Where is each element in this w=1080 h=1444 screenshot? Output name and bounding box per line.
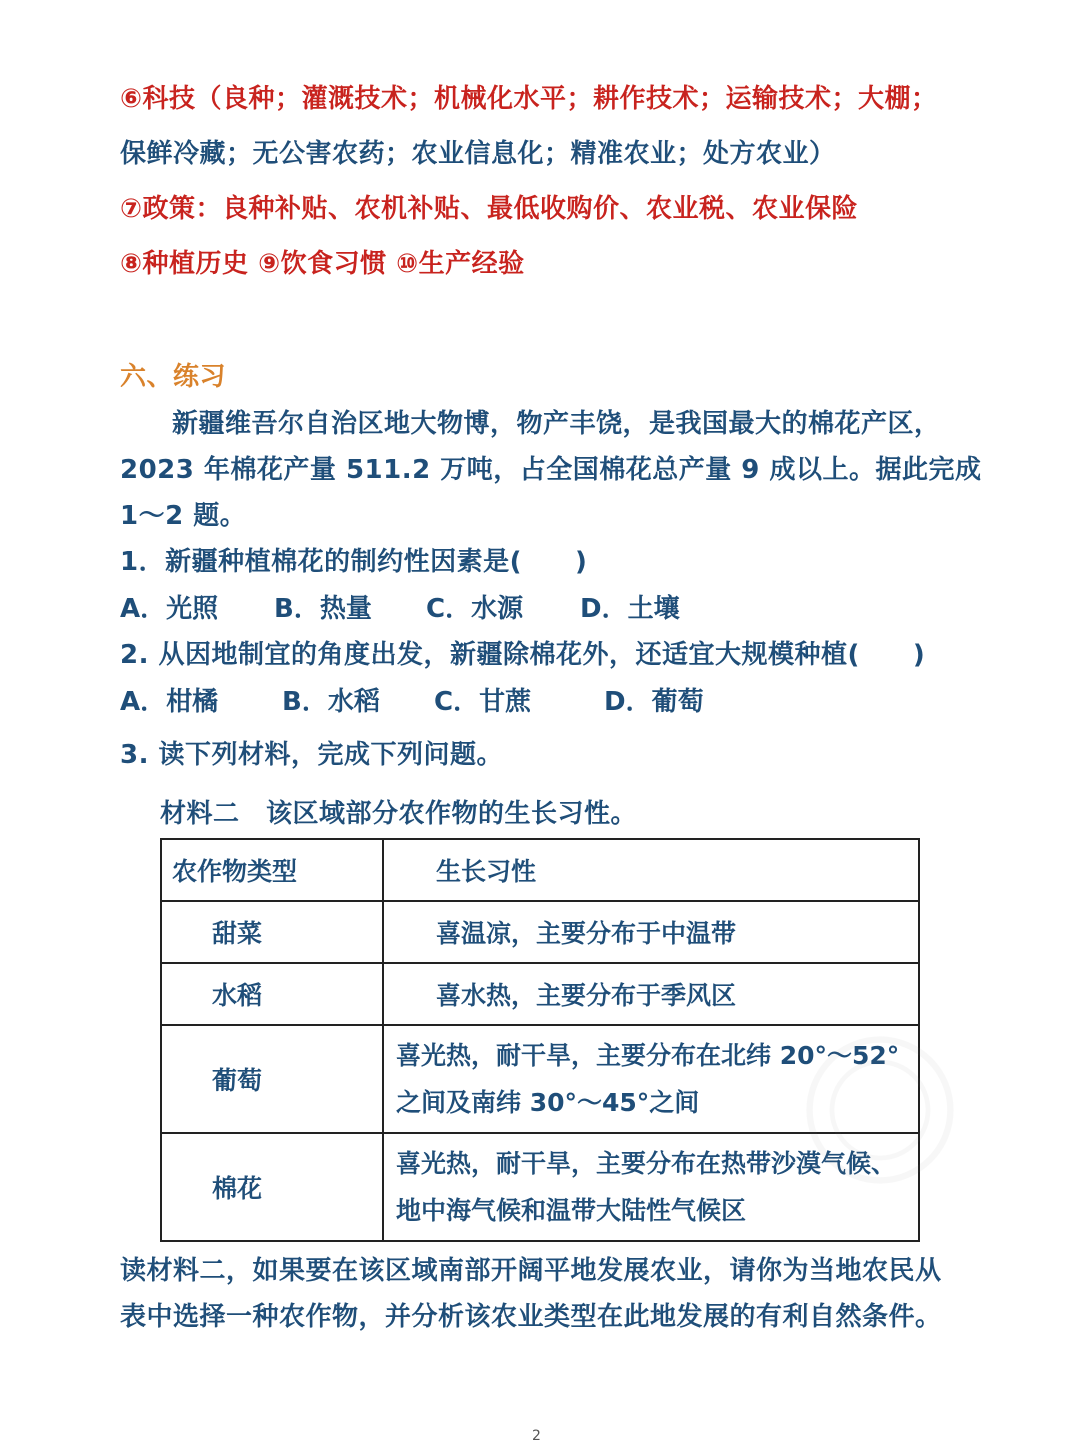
crop-habit: 喜温凉，主要分布于中温带 [436,919,737,948]
crop-name: 葡萄 [212,1066,263,1095]
intro-line3: 1～2 题。 [120,501,247,531]
material-title: 材料二 该区域部分农作物的生长习性。 [160,799,638,829]
factor-tech-line2: 保鲜冷藏；无公害农药；农业信息化；精准农业；处方农业） [120,139,836,169]
crop-name: 水稻 [212,981,263,1010]
factor-policy: ⑦政策：良种补贴、农机补贴、最低收购价、农业税、农业保险 [120,194,859,224]
table-row [161,963,919,1025]
crop-habit-line1: 喜光热，耐干旱，主要分布在北纬 20°～52° [396,1041,900,1070]
page-number: 2 [532,1428,541,1444]
crop-habit-line2: 地中海气候和温带大陆性气候区 [396,1196,747,1225]
crop-habit: 喜水热，主要分布于季风区 [436,981,737,1010]
q1-option-d: D．土壤 [580,594,680,624]
q2-option-b: B．水稻 [282,687,380,717]
header-crop-type: 农作物类型 [172,857,298,886]
table-header-row [161,839,919,901]
intro-line2: 2023 年棉花产量 511.2 万吨，占全国棉花总产量 9 成以上。据此完成 [120,455,982,485]
factor-tech-line1: ⑥科技（良种；灌溉技术；机械化水平；耕作技术；运输技术；大棚； [120,84,938,114]
crop-habit-line2: 之间及南纬 30°～45°之间 [396,1088,700,1117]
crop-habit-line1: 喜光热，耐干旱，主要分布在热带沙漠气候、 [396,1149,897,1178]
question-3-stem: 3. 读下列材料，完成下列问题。 [120,740,504,770]
header-growth-habit: 生长习性 [436,857,537,886]
q1-option-b: B．热量 [274,594,372,624]
q2-option-c: C．甘蔗 [434,687,532,717]
watermark-icon [800,1030,960,1190]
question-1-stem: 1．新疆种植棉花的制约性因素是( ) [120,547,588,577]
question-3-prompt-line2: 表中选择一种农作物，并分析该农业类型在此地发展的有利自然条件。 [120,1302,942,1332]
question-3-prompt-line1: 读材料二，如果要在该区域南部开阔平地发展农业，请你为当地农民从 [120,1256,942,1286]
crop-name: 棉花 [212,1174,263,1203]
q1-option-a: A．光照 [120,594,219,624]
q2-option-a: A．柑橘 [120,687,219,717]
crop-name: 甜菜 [212,919,263,948]
intro-line1: 新疆维吾尔自治区地大物博，物产丰饶，是我国最大的棉花产区， [172,409,941,439]
section-title: 六、练习 [120,362,227,392]
question-2-stem: 2. 从因地制宜的角度出发，新疆除棉花外，还适宜大规模种植( ) [120,640,926,670]
table-row [161,901,919,963]
q2-option-d: D．葡萄 [604,687,704,717]
factor-history: ⑧种植历史 ⑨饮食习惯 ⑩生产经验 [120,249,525,279]
q1-option-c: C．水源 [426,594,524,624]
